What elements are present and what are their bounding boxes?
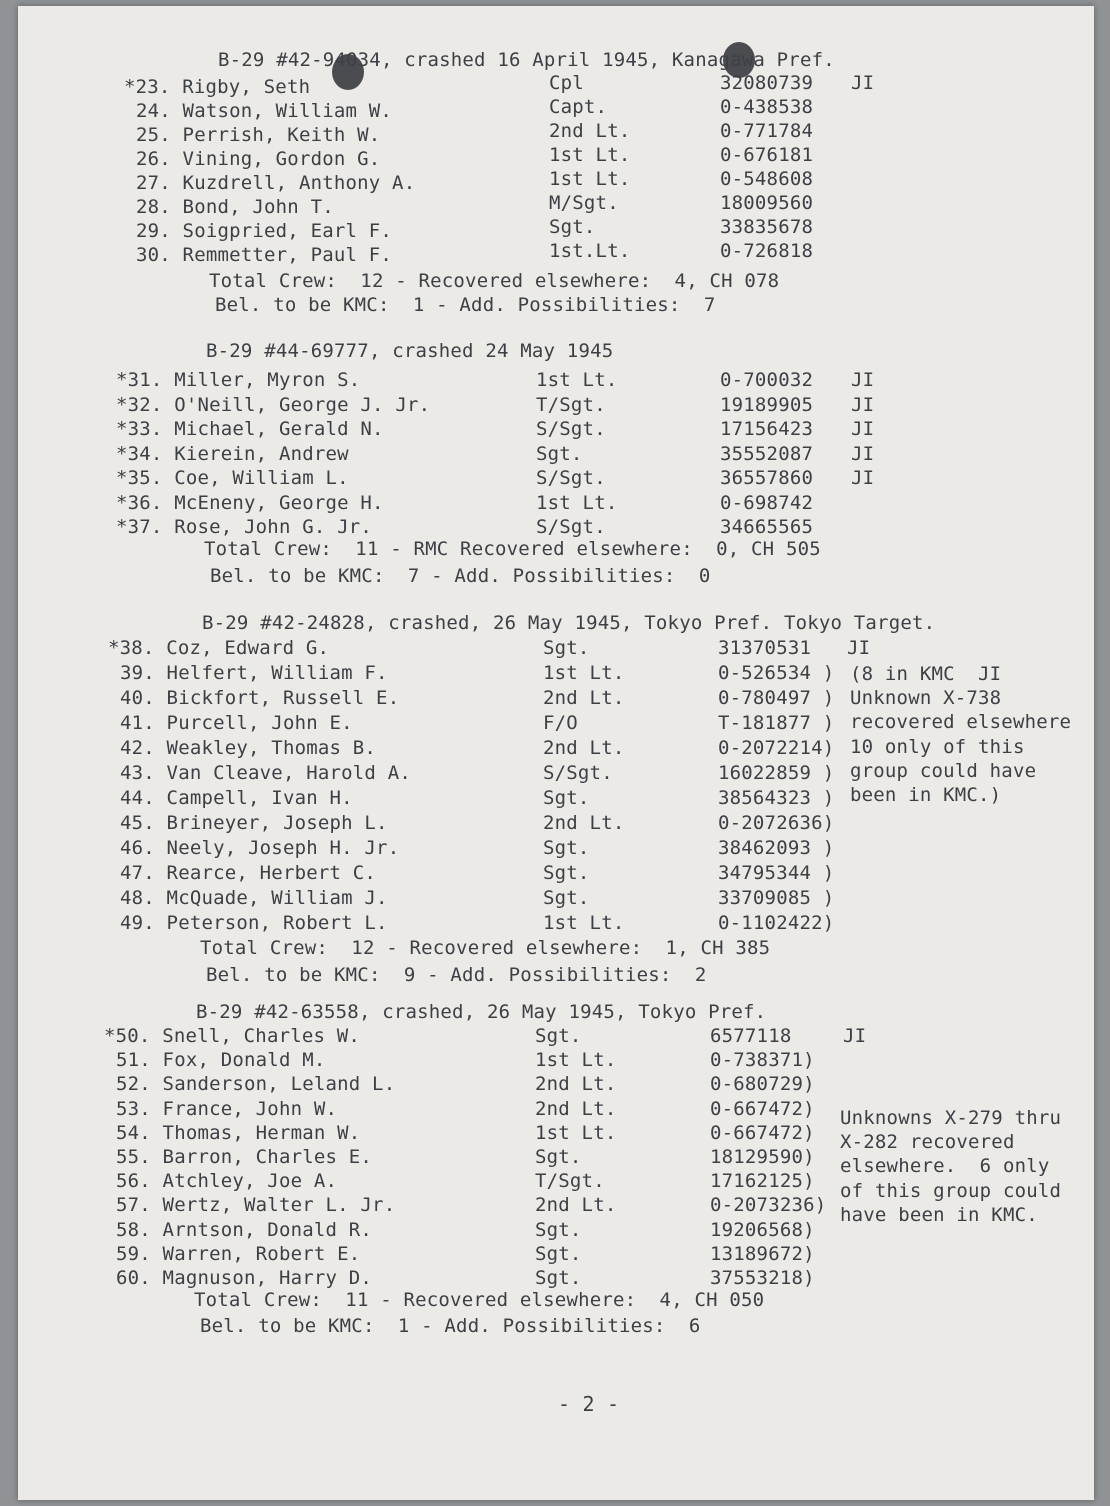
crew-serial: 17162125) [710,1170,815,1193]
crew-serial: 0-680729) [710,1073,815,1096]
crew-name: 60. Magnuson, Harry D. [116,1267,373,1289]
group-note: Unknowns X-279 thru [840,1107,1062,1129]
crew-name: 24. Watson, William W. [136,100,393,122]
crew-name: *33. Michael, Gerald N. [116,418,384,440]
crew-rank: 1st Lt. [535,1121,617,1144]
crew-serial: 0-771784 [720,120,814,142]
crew-rank: Sgt. [543,637,590,659]
crew-rank: 1st Lt. [549,168,631,190]
crew-serial: 38462093 ) [718,837,835,859]
crew-flag: JI [851,369,875,391]
crew-name: *34. Kierein, Andrew [116,442,349,465]
crew-name: *31. Miller, Myron S. [116,369,361,391]
crew-serial: 0-780497 ) [718,687,835,709]
crew-summary: Bel. to be KMC: 9 - Add. Possibilities: 2 [206,964,707,986]
crew-rank: Sgt. [535,1218,582,1241]
crew-name: *37. Rose, John G. Jr. [116,516,373,538]
crew-serial: 0-2072636) [718,812,835,834]
crew-rank: 2nd Lt. [535,1073,617,1096]
crew-name: 53. France, John W. [116,1097,338,1120]
crew-serial: 18009560 [720,192,814,214]
crew-serial: 0-2073236) [710,1194,827,1217]
crew-rank: 1st Lt. [535,1049,617,1072]
crew-rank: 1st Lt. [549,144,631,166]
crew-serial: 32080739 [720,72,814,94]
crew-summary: Total Crew: 11 - Recovered elsewhere: 4, CH 050 [194,1289,765,1311]
crew-rank: Sgt. [543,837,590,859]
crew-name: *35. Coe, William L. [116,467,349,489]
crew-serial: 37553218) [710,1267,815,1289]
page-number: - 2 - [558,1392,620,1416]
crew-rank: 2nd Lt. [543,812,625,834]
group-note: been in KMC.) [850,784,1002,806]
crew-rank: Cpl [549,72,584,94]
crew-serial: T-181877 ) [718,712,835,734]
crew-name: 45. Brineyer, Joseph L. [120,812,388,834]
crew-summary: Total Crew: 11 - RMC Recovered elsewhere: 0, CH 505 [204,538,821,560]
group-note: 10 only of this [850,735,1025,758]
crew-rank: 1st Lt. [536,491,618,514]
crew-name: 27. Kuzdrell, Anthony A. [136,172,416,194]
crew-rank: Sgt. [543,887,590,909]
crew-name: 56. Atchley, Joe A. [116,1170,338,1193]
crew-serial: 0-667472) [710,1097,815,1120]
crew-rank: 1st Lt. [536,369,618,391]
crew-rank: Sgt. [536,442,583,465]
group-note: (8 in KMC JI [850,663,1002,685]
crew-serial: 0-738371) [710,1049,815,1072]
crew-rank: T/Sgt. [535,1170,605,1193]
crew-flag: JI [847,637,871,659]
crew-name: 47. Rearce, Herbert C. [120,862,377,884]
crew-summary: Bel. to be KMC: 1 - Add. Possibilities: 7 [215,294,716,316]
crew-serial: 0-438538 [720,96,814,118]
crew-rank: 2nd Lt. [535,1194,617,1217]
aircraft-header: B-29 #42-63558, crashed, 26 May 1945, Tokyo Pref. [196,1001,767,1023]
crew-flag: JI [851,393,875,416]
crew-serial: 19189905 [720,393,814,416]
crew-name: 52. Sanderson, Leland L. [116,1073,396,1096]
group-note: group could have [850,759,1037,782]
crew-name: 25. Perrish, Keith W. [136,124,381,146]
crew-rank: S/Sgt. [536,467,606,489]
crew-name: *32. O'Neill, George J. Jr. [116,393,431,416]
crew-serial: 0-1102422) [718,912,835,934]
crew-summary: Total Crew: 12 - Recovered elsewhere: 4, CH 078 [209,270,780,292]
crew-flag: JI [851,442,875,465]
crew-name: 30. Remmetter, Paul F. [136,244,393,266]
crew-name: 41. Purcell, John E. [120,712,353,734]
crew-rank: Sgt. [543,787,590,809]
crew-name: 29. Soigpried, Earl F. [136,220,393,242]
crew-rank: S/Sgt. [536,418,606,440]
crew-rank: 1st Lt. [543,662,625,684]
crew-name: 39. Helfert, William F. [120,662,388,684]
crew-summary: Bel. to be KMC: 7 - Add. Possibilities: 0 [210,565,711,587]
crew-rank: 1st.Lt. [549,240,631,262]
crew-rank: 2nd Lt. [543,737,625,759]
group-note: recovered elsewhere [850,711,1072,734]
crew-rank: 2nd Lt. [543,687,625,709]
crew-name: 58. Arntson, Donald R. [116,1218,373,1241]
crew-summary: Total Crew: 12 - Recovered elsewhere: 1, CH 385 [200,937,771,959]
crew-name: *38. Coz, Edward G. [108,637,330,659]
crew-serial: 0-676181 [720,144,814,166]
crew-name: 43. Van Cleave, Harold A. [120,762,411,784]
crew-name: 57. Wertz, Walter L. Jr. [116,1194,396,1217]
crew-rank: Sgt. [543,862,590,884]
crew-name: 49. Peterson, Robert L. [120,912,388,934]
crew-rank: 1st Lt. [543,912,625,934]
crew-name: 28. Bond, John T. [136,196,334,218]
crew-serial: 6577118 [710,1025,792,1047]
crew-serial: 0-726818 [720,240,814,262]
crew-serial: 18129590) [710,1146,815,1168]
crew-summary: Bel. to be KMC: 1 - Add. Possibilities: 6 [200,1315,701,1337]
crew-name: 40. Bickfort, Russell E. [120,687,400,709]
crew-serial: 34795344 ) [718,862,835,884]
crew-name: 59. Warren, Robert E. [116,1242,361,1265]
crew-name: 26. Vining, Gordon G. [136,148,381,170]
crew-rank: Sgt. [535,1025,582,1047]
crew-serial: 17156423 [720,418,814,440]
crew-serial: 38564323 ) [718,787,835,809]
document-page [18,6,1094,1500]
crew-serial: 34665565 [720,516,814,538]
crew-rank: Sgt. [535,1146,582,1168]
crew-flag: JI [851,467,875,489]
crew-name: 55. Barron, Charles E. [116,1146,373,1168]
group-note: of this group could [840,1179,1062,1202]
group-note: X-282 recovered [840,1131,1015,1154]
group-note: have been in KMC. [840,1203,1038,1226]
crew-name: 48. McQuade, William J. [120,887,388,909]
crew-flag: JI [843,1025,867,1047]
crew-serial: 35552087 [720,442,814,465]
group-note: Unknown X-738 [850,687,1002,710]
crew-serial: 31370531 [718,637,812,659]
crew-rank: F/O [543,712,578,734]
crew-flag: JI [851,418,875,440]
crew-rank: Sgt. [549,216,596,238]
crew-rank: S/Sgt. [543,762,613,784]
aircraft-header: B-29 #44-69777, crashed 24 May 1945 [206,340,614,362]
crew-serial: 33709085 ) [718,887,835,909]
aircraft-header: B-29 #42-94034, crashed 16 April 1945, Kanagawa Pref. [218,49,835,71]
crew-name: 42. Weakley, Thomas B. [120,737,377,759]
crew-serial: 0-700032 [720,369,814,391]
crew-serial: 0-2072214) [718,737,835,759]
crew-serial: 0-526534 ) [718,662,835,684]
crew-rank: S/Sgt. [536,516,606,538]
crew-serial: 33835678 [720,216,814,238]
crew-name: 54. Thomas, Herman W. [116,1121,361,1144]
crew-name: 46. Neely, Joseph H. Jr. [120,837,400,859]
crew-name: 51. Fox, Donald M. [116,1049,326,1072]
crew-rank: Sgt. [535,1242,582,1265]
crew-rank: Capt. [549,96,608,118]
crew-rank: T/Sgt. [536,393,606,416]
crew-serial: 13189672) [710,1242,815,1265]
crew-serial: 16022859 ) [718,762,835,784]
crew-serial: 0-698742 [720,491,814,514]
crew-name: *36. McEneny, George H. [116,491,384,514]
crew-name: *23. Rigby, Seth [124,76,311,98]
crew-rank: Sgt. [535,1267,582,1289]
crew-flag: JI [851,72,875,94]
crew-name: *50. Snell, Charles W. [104,1025,361,1047]
crew-serial: 0-548608 [720,168,814,190]
crew-rank: M/Sgt. [549,192,619,214]
crew-name: 44. Campell, Ivan H. [120,787,353,809]
crew-serial: 19206568) [710,1218,815,1241]
crew-serial: 0-667472) [710,1121,815,1144]
crew-rank: 2nd Lt. [549,120,631,142]
crew-rank: 2nd Lt. [535,1097,617,1120]
aircraft-header: B-29 #42-24828, crashed, 26 May 1945, Tokyo Pref. Tokyo Target. [202,612,936,634]
crew-serial: 36557860 [720,467,814,489]
group-note: elsewhere. 6 only [840,1155,1050,1178]
